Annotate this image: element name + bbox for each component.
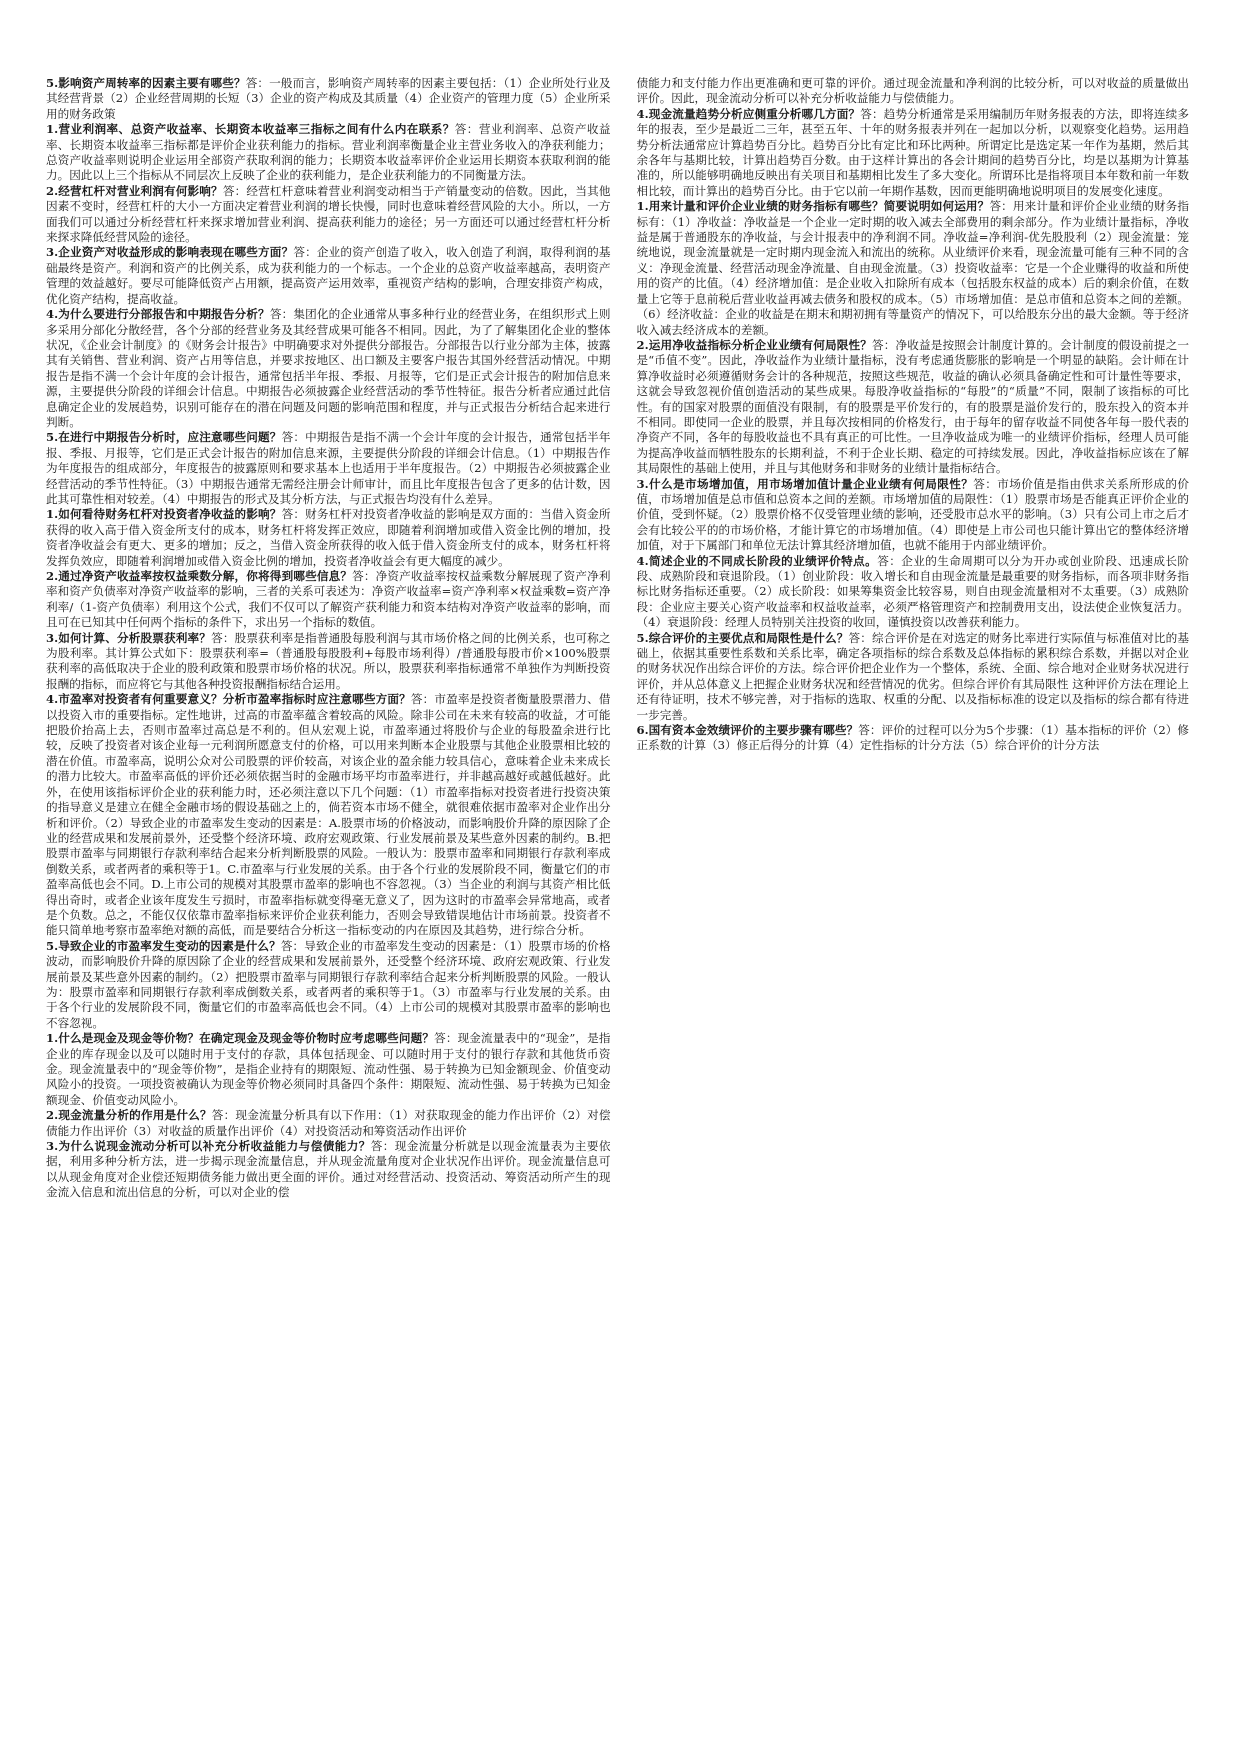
question-heading: 3.什么是市场增加值，用市场增加值计量企业业绩有何局限性？ — [636, 476, 974, 491]
answer-text: 答：一般而言，影响资产周转率的因素主要包括：（1）企业所处行业及其经营背景（2）企业经营周期的长短（3）企业的资产构成及其质量（4）企业资产的管理力度（5）企业所采用的财务政策 — [46, 76, 611, 121]
question-heading: 3.企业资产对收益形成的影响表现在哪些方面？ — [46, 245, 294, 260]
question-heading: 4.市盈率对投资者有何重要意义？分析市盈率指标时应注意哪些方面？ — [46, 692, 411, 707]
question-heading: 1.如何看待财务杠杆对投资者净收益的影响？ — [46, 507, 282, 522]
qa-paragraph — [46, 507, 611, 569]
answer-text: 答：净收益是按照会计制度计算的。会计制度的假设前提之一是“币值不变”。因此，净收益作为业绩计量指标，没有考虑通货膨胀的影响是一个明显的缺陷。会计师在计算净收益时必须遵循财务会计的各种规范，按照这些规范，收益的确认必须具备确定性和可计量性等要求，这就会导致忽视价值创造活动的某些成果。每股净收益指标的“每股”的“质量”不同，限制了该指标的可比性。有的国家对股票的面值没有限制，有的股票是平价发行的，有的股票是溢价发行的，股东投入的资本并不相同。即使同一企业的股票，并且每次按相同的价格发行，由于每年的留存收益不同使各年每一股代表的净资产不同，各年的每股收益也不具有真正的可比性。一旦净收益成为唯一的业绩评价指标，经理人员可能为提高净收益而牺牲股东的长期利益，不利于企业长期、稳定的可持续发展。因此，净收益指标应该在了解其局限性的基础上使用，并且与其他财务和非财务的业绩计量指标结合。 — [636, 337, 1189, 476]
qa-paragraph — [637, 554, 1190, 631]
question-heading: 1.营业利润率、总资产收益率、长期资本收益率三指标之间有什么内在联系？ — [46, 122, 455, 137]
answer-text: 答：综合评价是在对选定的财务比率进行实际值与标准值对比的基础上，依据其重要性系数和关系比率，确定各项指标的综合系数及总体指标的累积综合系数，并据以对企业的财务状况作出综合评价的方法。综合评价把企业作为一个整体，系统、全面、综合地对企业财务状况进行评价，并从总体意义上把握企业财务状况和经营情况的优劣。但综合评价有其局限性 这种评价方法在理论上还有待证明，技术不够完善，对于指标的选取、权重的分配、以及指标标准的设定以及指标的综合都有待进一步完善。 — [636, 630, 1189, 722]
qa-paragraph — [46, 307, 611, 430]
answer-text: 答：趋势分析通常是采用编制历年财务报表的方法，即将连续多年的报表，至少是最近二三年，甚至五年、十年的财务报表并列在一起加以分析，以观察变化趋势。运用趋势分析法通常应计算趋势百分比。趋势百分比有定比和环比两种。所谓定比是选定某一年作为基期，然后其余各年与基期比较，计算出趋势百分数。由于这样计算出的各会计期间的趋势百分比，均是以基期为计算基准的，所以能够明确地反映出有关项目和基期相比发生了多大变化。所谓环比是指将项目本年数和前一年数相比较，而计算出的趋势百分比。由于它以前一年期作基数，因而更能明确地说明项目的发展变化速度。 — [636, 106, 1189, 198]
question-heading: 2.通过净资产收益率按权益乘数分解，你将得到哪些信息？ — [46, 569, 353, 583]
question-heading: 5.在进行中期报告分析时，应注意哪些问题？ — [46, 430, 282, 445]
answer-text: 答：现金流量表中的“现金”，是指企业的库存现金以及可以随时用于支付的存款，具体包括现金、可以随时用于支付的银行存款和其他货币资金。现金流量表中的“现金等价物”，是指企业持有的期限短、流动性强、易于转换为已知金额现金、价值变动风险小的投资。一项投资被确认为现金等价物必须同时具备四个条件：期限短、流动性强、易于转换为已知金额现金、价值变动风险小。 — [46, 1031, 611, 1107]
qa-paragraph — [46, 76, 611, 122]
question-heading: 2.经营杠杆对营业利润有何影响？ — [46, 183, 223, 198]
answer-text: 答：市场价值是指由供求关系所形成的价值，市场增加值是总市值和总资本之间的差额。市场增加值的局限性：（1）股票市场是否能真正评价企业的价值，受到怀疑。（2）股票价格不仅受管理业绩的影响，还受股市总水平的影响。（3）只有公司上市之后才会有比较公平的的市场价格，才能计算它的市场增加值。（4）即使是上市公司也只能计算出它的整体经济增加值，对于下属部门和单位无法计算其经济增加值，也就不能用于内部业绩评价。 — [636, 476, 1189, 553]
question-heading: 5.影响资产周转率的因素主要有哪些？ — [46, 76, 246, 90]
left-column — [46, 76, 611, 1714]
answer-text: 答：集团化的企业通常从事多种行业的经营业务，在组织形式上则多采用分部化分散经营，各个分部的经营业务及其经营成果可能各不相同。因此，为了了解集团化企业的整体状况，《企业会计制度》的《财务会计报告》中明确要求对外提供分部报告。分部报告以行业分部为主体，披露其有关销售、营业利润、资产占用等信息，并要求按地区、出口额及主要客户报告其国外经营活动情况。中期报告是指不满一个会计年度的会计报告，通常包括半年报、季报、月报等，它们是正式会计报告的附加信息来源，主要提供分阶段的详细会计信息。中期报告必须披露企业经营活动的季节性特征。报告分析者应通过此信息确定企业的发展趋势，识别可能存在的潜在问题及问题的影响范围和程度，并与正式报告分析结合起来进行判断。 — [46, 307, 611, 429]
qa-paragraph — [637, 76, 1190, 107]
answer-text: 答：净资产收益率按权益乘数分解展现了资产净利率和资产负债率对净资产收益率的影响，三者的关系可表述为：净资产收益率=资产净利率×权益乘数=资产净利率/（1-资产负债率）利用这个公式，我们不仅可以了解资产获利能力和资本结构对净资产收益率的影响，而且可在已知其中任何两个指标的条件下，求出另一个指标的数值。 — [46, 569, 611, 630]
qa-paragraph — [637, 107, 1190, 199]
question-heading: 1.用来计量和评价企业业绩的财务指标有哪些？简要说明如何运用？ — [636, 199, 990, 214]
question-heading: 3.为什么说现金流动分析可以补充分析收益能力与偿债能力？ — [46, 1139, 371, 1154]
answer-text: 答：财务杠杆对投资者净收益的影响是双方面的：当借入资金所获得的收入高于借入资金所支付的成本，财务杠杆将发挥正效应，即随着利润增加或借入资金比例的增加，投资者净收益会有更大、更多的增加；反之，当借入资金所获得的收入低于借入资金所支付的成本，财务杠杆将发挥负效应，即随着利润增加或借入资金比例的增加，投资者净收益会有更大幅度的减少。 — [46, 507, 611, 568]
question-heading: 5.导致企业的市盈率发生变动的因素是什么？ — [46, 938, 281, 953]
answer-text: 答：中期报告是指不满一个会计年度的会计报告，通常包括半年报、季报、月报等，它们是正式会计报告的附加信息来源，主要提供分阶段的详细会计信息。（1）中期报告作为年度报告的组成部分，年度报告的披露原则和要求基本上也适用于半年度报告。（2）中期报告必须披露企业经营活动的季节性特征。（3）中期报告通常无需经注册会计师审计，而且比年度报告包含了更多的估计数，因此其可靠性相对较差。（4）中期报告的形式及其分析方法，与正式报告均没有什么差异。 — [46, 430, 611, 506]
question-heading: 2.运用净收益指标分析企业业绩有何局限性？ — [636, 337, 872, 352]
answer-text: 答：导致企业的市盈率发生变动的因素是：（1）股票市场的价格波动，而影响股价升降的原因除了企业的经营成果和发展前景外，还受整个经济环境、政府宏观政策、行业发展前景及某些意外因素的制约。（2）把股票市盈率与同期银行存款利率结合起来分析判断股票的风险。一般认为：股票市盈率和同期银行存款利率成倒数关系，或者两者的乘积等于1。（3）市盈率与行业发展的关系。由于各个行业的发展阶段不同，衡量它们的市盈率高低也会不同。（4）上市公司的规模对其股票市盈率的影响也不容忽视。 — [46, 938, 611, 1030]
qa-paragraph — [46, 122, 611, 184]
question-heading: 5.综合评价的主要优点和局限性是什么？ — [636, 630, 849, 645]
qa-paragraph — [637, 199, 1190, 338]
answer-text: 债能力和支付能力作出更准确和更可靠的评价。通过现金流量和净利润的比较分析，可以对收益的质量做出评价。因此，现金流动分析可以补充分析收益能力与偿债能力。 — [636, 76, 1189, 106]
qa-paragraph — [46, 1139, 611, 1201]
question-heading: 4.为什么要进行分部报告和中期报告分析？ — [46, 307, 270, 322]
qa-paragraph — [46, 1108, 611, 1139]
qa-paragraph — [637, 723, 1190, 754]
qa-paragraph — [46, 569, 611, 631]
answer-text: 答：用来计量和评价企业业绩的财务指标有：（1）净收益：净收益是一个企业一定时期的收入减去全部费用的剩余部分。作为业绩计量指标，净收益是属于普通股东的净收益，与会计报表中的净利润不同。净收益=净利润-优先股股利（2）现金流量：笼统地说，现金流量就是一定时期内现金流入和流出的统称。从业绩评价来看，现金流量可能有三种不同的含义：净现金流量、经营活动现金净流量、自由现金流量。（3）投资收益率：它是一个企业赚得的收益和所使用的资产的比值。（4）经济增加值：是企业收入扣除所有成本（包括股东权益的成本）后的剩余价值，在数量上它等于息前税后营业收益再减去债务和股权的成本。（5）市场增加值：是总市值和总资本之间的差额。（6）经济收益：企业的收益是在期末和期初拥有等量资产的情况下，可以给股东分出的最大金额。等于经济收入减去经济成本的差额。 — [636, 199, 1189, 337]
answer-text: 答：现金流量分析就是以现金流量表为主要依据，利用多种分析方法，进一步揭示现金流量信息，并从现金流量角度对企业状况作出评价。现金流量信息可以从现金角度对企业偿还短期债务能力做出更全面的评价。通过对经营活动、投资活动、筹资活动所产生的现金流入信息和流出信息的分析，可以对企业的偿 — [46, 1139, 611, 1200]
answer-text: 答：评价的过程可以分为5个步骤：（1）基本指标的评价（2）修正系数的计算（3）修正后得分的计算（4）定性指标的计分方法（5）综合评价的计分方法 — [636, 723, 1189, 753]
question-heading: 2.现金流量分析的作用是什么？ — [46, 1108, 212, 1123]
answer-text: 答：营业利润率、总资产收益率、长期资本收益率三指标都是评价企业获利能力的指标。营业利润率衡量企业主营业务收入的净获利能力；总资产收益率则说明企业运用全部资产获取利润的能力；长期资本收益率评价企业运用长期资本获取利润的能力。因此以上三个指标从不同层次上反映了企业的获利能力，是企业获利能力的不同衡量方法。 — [46, 122, 611, 183]
qa-paragraph — [46, 430, 611, 507]
qa-paragraph — [46, 692, 611, 939]
answer-text: 答：经营杠杆意味着营业利润变动相当于产销量变动的倍数。因此，当其他因素不变时，经营杠杆的大小一方面决定着营业利润的增长快慢，同时也意味着经营风险的大小。所以，一方面我们可以通过分析经营杠杆来探求增加营业利润、提高获利能力的途径；另一方面还可以通过经营杠杆分析来探求降低经营风险的途径。 — [46, 183, 611, 245]
qa-paragraph — [46, 184, 611, 246]
answer-text: 答：企业的生命周期可以分为开办或创业阶段、迅速成长阶段、成熟阶段和衰退阶段。（1）创业阶段：收入增长和自由现金流量是最重要的财务指标，而各项非财务指标比财务指标还重要。（2）成长阶段：如果筹集资金比较容易，则自由现金流量相对不太重要。（3）成熟阶段：企业应主要关心资产收益率和权益收益率，必须严格管理资产和控制费用支出，设法使企业恢复活力。（4）衰退阶段：经理人员特别关注投资的收回，谨慎投资以改善获利能力。 — [636, 553, 1189, 630]
qa-paragraph — [637, 631, 1190, 723]
question-heading: 6.国有资本金效绩评价的主要步骤有哪些？ — [636, 723, 859, 738]
answer-text: 答：现金流量分析具有以下作用：（1）对获取现金的能力作出评价（2）对偿债能力作出评价（3）对收益的质量作出评价（4）对投资活动和筹资活动作出评价 — [46, 1108, 611, 1138]
qa-paragraph — [46, 245, 611, 307]
qa-paragraph — [637, 477, 1190, 554]
answer-text: 答：股票获利率是指普通股每股利润与其市场价格之间的比例关系，也可称之为股利率。其计算公式如下：股票获利率=（普通股每股股利+每股市场利得）/普通股每股市价×100%股票获利率的高低取决于企业的股利政策和股票市场价格的状况。所以，股票获利率指标通常不单独作为判断投资报酬的指标，而应将它与其他各种投资报酬指标结合运用。 — [46, 630, 611, 691]
qa-paragraph — [46, 939, 611, 1031]
qa-paragraph — [637, 338, 1190, 477]
answer-text: 答：企业的资产创造了收入，收入创造了利润，取得利润的基础最终是资产。利润和资产的比例关系，成为获利能力的一个标志。一个企业的总资产收益率越高，表明资产管理的效益越好。要尽可能降低资产占用额，提高资产运用效率，重视资产结构的影响，合理安排资产构成，优化资产结构，提高收益。 — [46, 245, 611, 306]
answer-text: 答：市盈率是投资者衡量股票潜力、借以投资入市的重要指标。定性地讲，过高的市盈率蕴含着较高的风险。除非公司在未来有较高的收益，才可能把股价抬高上去，否则市盈率过高总是不利的。但从宏观上说，市盈率通过将股价与企业的每股盈余进行比较，反映了投资者对该企业每一元利润所愿意支付的价格，可以用来判断本企业股票与其他企业股票相比较的潜在价值。市盈率高，说明公众对公司股票的评价较高，对该企业的盈余能力较具信心，意味着企业未来成长的潜力比较大。市盈率高低的评价还必须依据当时的金融市场平均市盈率进行，并非越高越好或越低越好。此外，在使用该指标评价企业的获利能力时，还必须注意以下几个问题：（1）市盈率指标对投资者进行投资决策的指导意义是建立在健全金融市场的假设基础之上的，倘若资本市场不健全，就很难依据市盈率对企业作出分析和评价。（2）导致企业的市盈率发生变动的因素是：A.股票市场的价格波动，而影响股价升降的原因除了企业的经营成果和发展前景外，还受整个经济环境、政府宏观政策、行业发展前景及某些意外因素的制约。B.把股票市盈率与同期银行存款利率结合起来分析判断股票的风险。一般认为：股票市盈率和同期银行存款利率成倒数关系，或者两者的乘积等于1。C.市盈率与行业发展的关系。由于各个行业的发展阶段不同，衡量它们的市盈率高低也会不同。D.上市公司的规模对其股票市盈率的影响也不容忽视。（3）当企业的利润与其资产相比低得出奇时，或者企业该年度发生亏损时，市盈率指标就变得毫无意义了，因为这时的市盈率会异常地高，或者是个负数。总之，不能仅仅依靠市盈率指标来评价企业获利能力，否则会导致错误地估计市场前景。投资者不能只简单地考察市盈率绝对额的高低，而是要结合分析这一指标变动的内在原因及其趋势，进行综合分析。 — [46, 692, 611, 938]
qa-paragraph — [46, 1031, 611, 1108]
question-heading: 4.简述企业的不同成长阶段的业绩评价特点。 — [636, 553, 878, 568]
qa-paragraph — [46, 631, 611, 693]
question-heading: 4.现金流量趋势分析应侧重分析哪几方面？ — [636, 106, 861, 121]
question-heading: 3.如何计算、分析股票获利率？ — [46, 630, 212, 645]
right-column — [637, 76, 1190, 1714]
question-heading: 1.什么是现金及现金等价物？在确定现金及现金等价物时应考虑哪些问题？ — [46, 1031, 435, 1046]
